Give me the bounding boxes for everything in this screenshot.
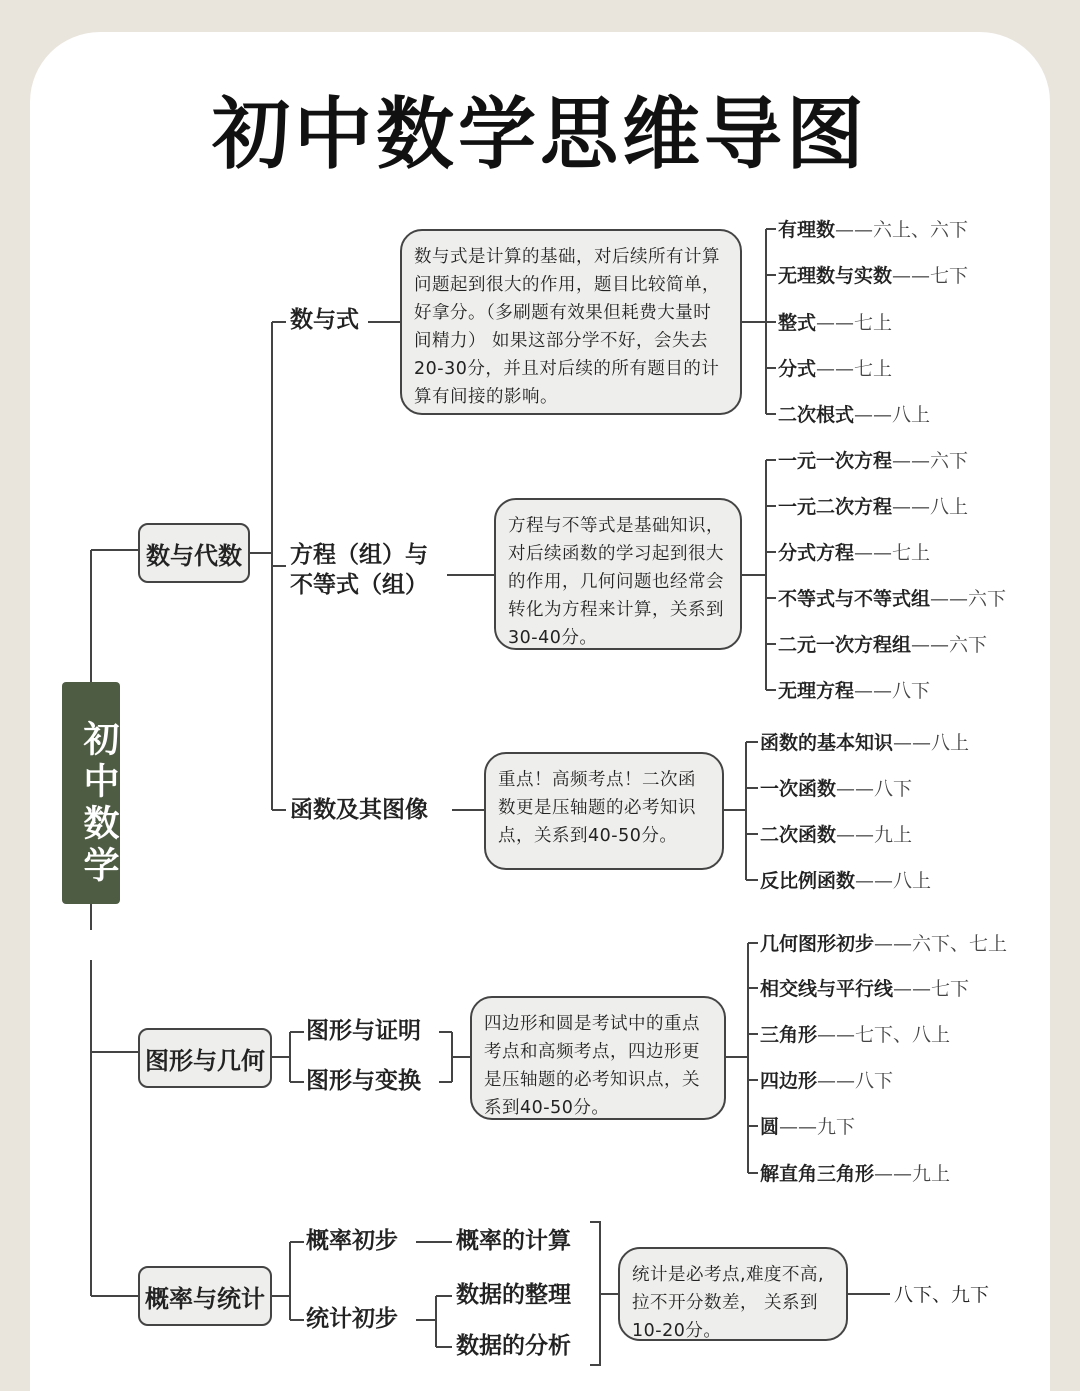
branch-geometry: [138, 1028, 272, 1088]
list-item: 解直角三角形——九上: [760, 1163, 951, 1185]
item-grade: 八上: [930, 496, 969, 518]
item-name: 无理方程: [778, 680, 855, 702]
branch-label: 图形与几何: [145, 1046, 265, 1075]
item-grade: 七下: [930, 265, 969, 287]
subtopic-data-organization: 数据的整理: [456, 1282, 571, 1308]
item-grade: 七下: [931, 978, 970, 1000]
item-name: 几何图形初步: [760, 933, 875, 955]
item-grade: 六下: [968, 588, 1007, 610]
item-grade: 七上: [854, 358, 893, 380]
item-grade: 八上: [893, 870, 932, 892]
list-item: 四边形——八下: [760, 1070, 894, 1092]
list-item: 相交线与平行线——七下: [760, 978, 970, 1000]
item-grade: 九下: [817, 1116, 856, 1138]
item-grade: 八下: [855, 1070, 894, 1092]
item-grade: 六下、七上: [912, 933, 1008, 955]
item-grade: 八下: [892, 680, 931, 702]
list-item: 整式——七上: [778, 312, 893, 334]
item-name: 四边形: [760, 1070, 818, 1092]
item-grade: 八上: [892, 404, 931, 426]
item-name: 二元一次方程组: [778, 634, 912, 656]
list-item: 三角形——七下、八上: [760, 1024, 951, 1046]
item-name: 解直角三角形: [760, 1163, 875, 1185]
item-name: 相交线与平行线: [760, 978, 894, 1000]
description-numbers-expressions: 数与式是计算的基础，对后续所有计算问题起到很大的作用，题目比较简单，好拿分。（多刷题有效果但耗费大量时间精力） 如果这部分学不好，会失去20-30分，并且对后续的所有题目的计算有间接的影响。: [400, 229, 742, 415]
topic-figures-proof: 图形与证明: [306, 1018, 421, 1044]
list-item: 一次函数——八下: [760, 778, 913, 800]
list-item: 二次函数——九上: [760, 824, 913, 846]
description-statistics: 统计是必考点,难度不高,拉不开分数差， 关系到10-20分。: [618, 1247, 848, 1341]
root-node: [62, 682, 120, 904]
topic-line-2: 不等式（组）: [290, 571, 428, 598]
subtopic-data-analysis: 数据的分析: [456, 1333, 571, 1359]
list-item: 圆——九下: [760, 1116, 856, 1138]
list-item: 有理数——六上、六下: [778, 219, 969, 241]
topic-line-1: 方程（组）与: [290, 542, 428, 568]
list-item: 二元一次方程组——六下: [778, 634, 988, 656]
item-grade: 八上: [931, 732, 970, 754]
topic-numbers-expressions: 数与式: [290, 307, 359, 333]
item-name: 整式: [778, 312, 817, 334]
description-geometry: 四边形和圆是考试中的重点考点和高频考点，四边形更是压轴题的必考知识点，关系到40-50分。: [470, 996, 726, 1120]
topic-figures-transformation: 图形与变换: [306, 1068, 421, 1094]
item-grade: 九上: [912, 1163, 951, 1185]
item-grade: 六上、六下: [873, 219, 969, 241]
item-name: 圆: [760, 1116, 780, 1138]
branch-label: 概率与统计: [145, 1284, 265, 1313]
branch-probability-statistics: [138, 1266, 272, 1326]
item-name: 不等式与不等式组: [778, 588, 931, 610]
item-name: 一元一次方程: [778, 450, 893, 472]
list-item: 无理数与实数——七下: [778, 265, 969, 287]
item-name: 二次根式: [778, 404, 855, 426]
item-grade: 九上: [874, 824, 913, 846]
item-name: 分式: [778, 358, 817, 380]
list-item: 函数的基本知识——八上: [760, 732, 970, 754]
list-item: 一元一次方程——六下: [778, 450, 969, 472]
list-item: 二次根式——八上: [778, 404, 931, 426]
item-name: 反比例函数: [760, 870, 856, 892]
list-item: 一元二次方程——八上: [778, 496, 969, 518]
list-item: 几何图形初步——六下、七上: [760, 933, 1008, 955]
list-item: 分式方程——七上: [778, 542, 931, 564]
branch-label: 数与代数: [146, 541, 242, 570]
list-item: 反比例函数——八上: [760, 870, 932, 892]
item-name: 有理数: [778, 219, 836, 241]
topic-statistics-intro: 统计初步: [306, 1306, 398, 1332]
topic-equations-inequalities: [290, 541, 428, 601]
item-grade: 七下、八上: [855, 1024, 951, 1046]
item-name: 二次函数: [760, 824, 837, 846]
page-title: 初中数学思维导图: [211, 90, 868, 180]
item-name: 无理数与实数: [778, 265, 893, 287]
list-item: 不等式与不等式组——六下: [778, 588, 1007, 610]
item-name: 分式方程: [778, 542, 855, 564]
item-name: 一次函数: [760, 778, 837, 800]
item-grade: 七上: [854, 312, 893, 334]
description-functions: 重点！高频考点！二次函数更是压轴题的必考知识点，关系到40-50分。: [484, 752, 724, 870]
topic-probability-intro: 概率初步: [306, 1228, 398, 1254]
item-grade: 七上: [892, 542, 931, 564]
item-grade: 六下: [949, 634, 988, 656]
list-item: 无理方程——八下: [778, 680, 931, 702]
item-name: 函数的基本知识: [760, 732, 894, 754]
item-name: 三角形: [760, 1024, 818, 1046]
description-equations-inequalities: 方程与不等式是基础知识，对后续函数的学习起到很大的作用，几何问题也经常会转化为方程来计算，关系到30-40分。: [494, 498, 742, 650]
item-name: 一元二次方程: [778, 496, 893, 518]
list-item: 分式——七上: [778, 358, 893, 380]
branch-number-algebra: [138, 523, 250, 583]
item-grade: 六下: [930, 450, 969, 472]
root-label: 初中数学: [78, 720, 119, 888]
topic-functions-graphs: 函数及其图像: [290, 797, 428, 823]
statistics-grade: 八下、九下: [894, 1284, 990, 1306]
subtopic-probability-calculation: 概率的计算: [456, 1228, 571, 1254]
item-grade: 八下: [874, 778, 913, 800]
